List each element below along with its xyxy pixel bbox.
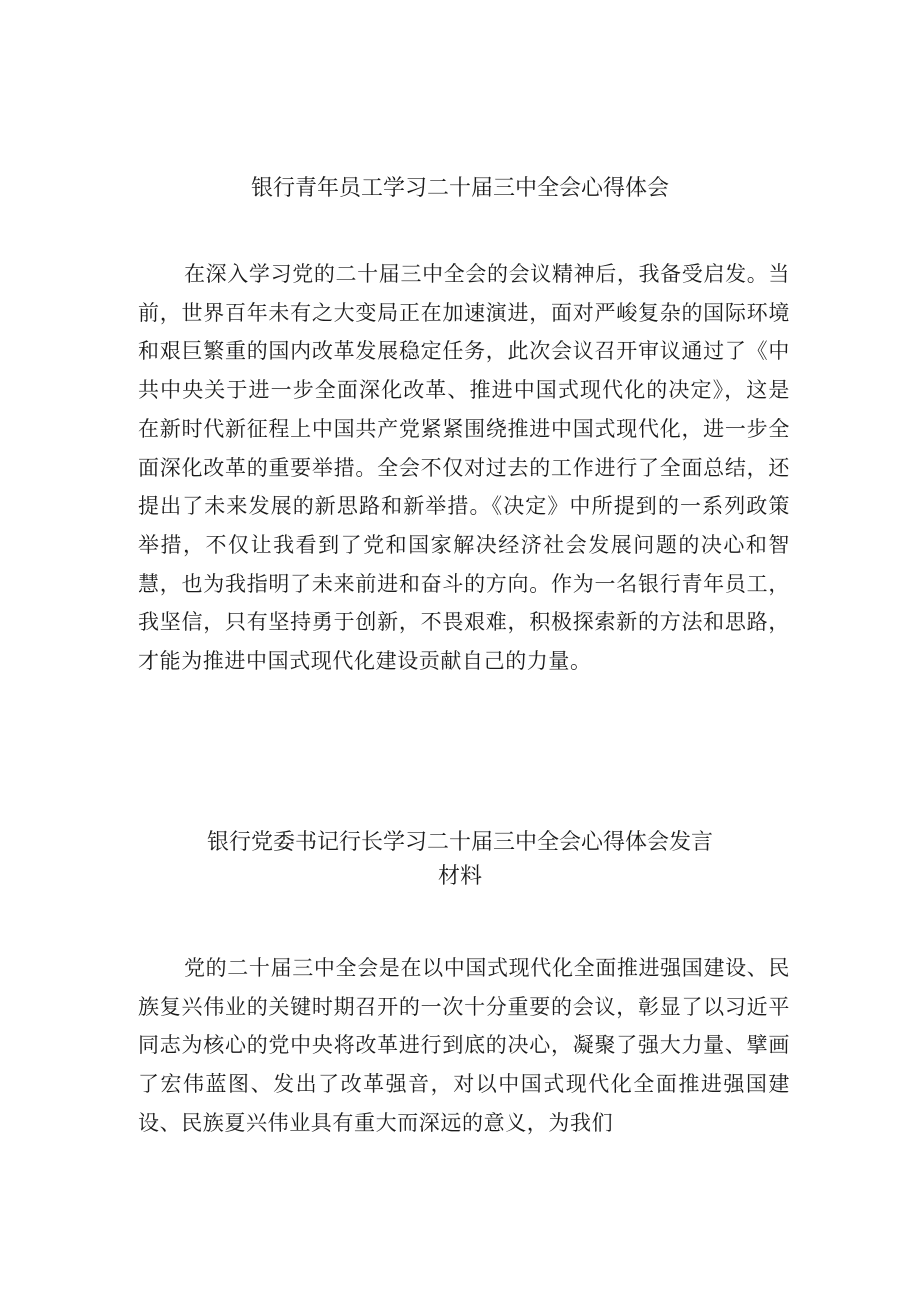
section-1-body: 在深入学习党的二十届三中全会的会议精神后，我备受启发。当前，世界百年未有之大变局正在加速演进，面对严峻复杂的国际环境和艰巨繁重的国内改革发展稳定任务，此次会议召开审议通过了《中共中央关于进一步全面深化改革、推进中国式现代化的决定》，这是在新时代新征程上中国共产党紧紧围绕推进中国式现代化，进一步全面深化改革的重要举措。全会不仅对过去的工作进行了全面总结，还提出了未来发展的新思路和新举措。《决定》中所提到的一系列政策举措，不仅让我看到了党和国家解决经济社会发展问题的决心和智慧，也为我指明了未来前进和奋斗的方向。作为一名银行青年员工，我坚信，只有坚持勇于创新，不畏艰难，积极探索新的方法和思路，才能为推进中国式现代化建设贡献自己的力量。	[138, 262, 790, 674]
section-2-title-line-2: 材料	[437, 864, 482, 889]
section-1-title: 银行青年员工学习二十届三中全会心得体会	[250, 176, 669, 201]
section-2-title	[0, 826, 920, 894]
section-2-title-line-1: 银行党委书记行长学习二十届三中全会心得体会发言	[206, 830, 713, 855]
section-2-body: 党的二十届三中全会是在以中国式现代化全面推进强国建设、民族复兴伟业的关键时期召开的一次十分重要的会议，彰显了以习近平同志为核心的党中央将改革进行到底的决心，凝聚了强大力量、擘画了宏伟蓝图、发出了改革强音，对以中国式现代化全面推进强国建设、民族夏兴伟业具有重大而深远的意义，为我们	[138, 956, 790, 1135]
